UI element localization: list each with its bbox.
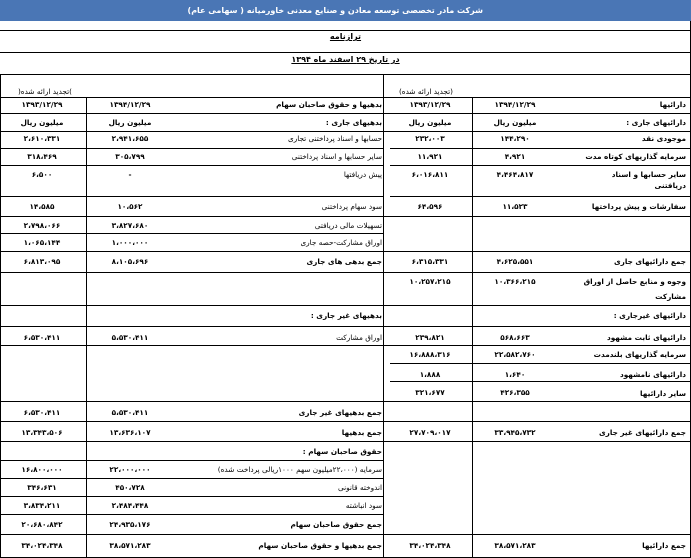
asset-row-label: سایر حسابها و اسناد bbox=[611, 170, 686, 179]
equity-heading: حقوق صاحبان سهام : bbox=[302, 447, 382, 456]
divider bbox=[0, 514, 383, 515]
liab-row-prior: ۱۴،۵۸۵ bbox=[29, 202, 55, 211]
equity-row-label: سود انباشته bbox=[345, 501, 382, 510]
asset-row-prior: ۶،۰۱۶،۸۱۱ bbox=[411, 170, 449, 179]
divider bbox=[390, 363, 691, 364]
divider bbox=[0, 326, 691, 327]
current-liabilities-heading: بدهیهای جاری : bbox=[325, 118, 382, 127]
divider bbox=[0, 52, 691, 53]
equity-row-label: سرمایه (۲۲،۰۰۰میلیون سهم ۱۰۰۰ریالی پرداخت شده) bbox=[217, 465, 382, 474]
total-liab-equity-label: جمع بدهیها و حقوق صاحبان سهام bbox=[258, 541, 382, 550]
liab-row-prior: ۲،۶۱۰،۳۳۱ bbox=[23, 134, 61, 143]
noncurrent-asset-prior: ۲۳۹،۸۲۱ bbox=[415, 333, 445, 342]
liab-row-label: پیش دریافتها bbox=[343, 170, 382, 179]
divider bbox=[0, 165, 383, 166]
total-liabilities-current: ۱۳،۶۳۶،۱۰۷ bbox=[109, 428, 151, 437]
equity-row-prior: ۳۴۶،۶۳۱ bbox=[27, 483, 57, 492]
liab-row-current: - bbox=[128, 170, 132, 179]
noncurrent-asset-current: ۲۲،۵۸۲،۷۶۰ bbox=[494, 350, 536, 359]
center-divider bbox=[383, 74, 384, 558]
liab-row-label: اوراق مشارکت-حصه جاری bbox=[300, 238, 382, 247]
total-equity-prior: ۲۰،۶۸۰،۸۴۲ bbox=[21, 520, 63, 529]
liab-row-prior: ۲،۷۹۸،۰۶۶ bbox=[23, 221, 61, 230]
column-divider bbox=[472, 97, 473, 558]
divider bbox=[0, 74, 691, 75]
divider bbox=[0, 345, 691, 346]
total-noncurrent-liabilities-prior: ۶،۵۳۰،۴۱۱ bbox=[23, 408, 61, 417]
liab-unit-prior: میلیون ریال bbox=[20, 118, 64, 127]
noncurrent-liab-label: اوراق مشارکت bbox=[336, 333, 382, 342]
liab-row-label: سود سهام پرداختنی bbox=[321, 202, 382, 211]
asset-row-current: ۱۴۴،۲۹۰ bbox=[500, 134, 530, 143]
noncurrent-asset-prior: ۳۲۱،۶۷۷ bbox=[415, 388, 445, 397]
noncurrent-liab-current: ۵،۵۳۰،۴۱۱ bbox=[111, 333, 149, 342]
assets-col-prior: ۱۳۹۳/۱۲/۲۹ bbox=[409, 100, 451, 109]
divider bbox=[0, 272, 691, 273]
liab-col-current: ۱۳۹۴/۱۲/۲۹ bbox=[109, 100, 151, 109]
asset-row-label: موجودی نقد bbox=[641, 134, 686, 143]
total-equity-current: ۲۴،۹۳۵،۱۷۶ bbox=[109, 520, 151, 529]
assets-unit-current: میلیون ریال bbox=[493, 118, 537, 127]
noncurrent-asset-current: ۱،۶۴۰ bbox=[504, 370, 526, 379]
divider bbox=[0, 534, 691, 535]
total-liabilities-label: جمع بدهیها bbox=[341, 428, 382, 437]
total-equity-label: جمع حقوق صاحبان سهام bbox=[290, 520, 382, 529]
funds-row-label-cont: مشارکت bbox=[655, 292, 686, 301]
total-current-assets-prior: ۶،۳۱۵،۳۳۱ bbox=[411, 257, 449, 266]
divider bbox=[0, 97, 691, 98]
noncurrent-asset-current: ۵۶۸،۶۶۳ bbox=[500, 333, 530, 342]
divider bbox=[0, 233, 383, 234]
total-assets-prior: ۳۴،۰۲۴،۳۴۸ bbox=[409, 541, 451, 550]
total-noncurrent-assets-current: ۳۳،۹۴۵،۷۳۲ bbox=[494, 428, 536, 437]
assets-restated-note: (تجدید ارائه شده) bbox=[398, 87, 453, 96]
liab-row-label: حسابها و اسناد پرداختنی تجاری bbox=[287, 134, 382, 143]
divider bbox=[0, 496, 383, 497]
total-noncurrent-assets-label: جمع دارائیهای غیر جاری bbox=[598, 428, 686, 437]
noncurrent-asset-label: دارائیهای نامشهود bbox=[619, 370, 686, 379]
assets-col-current: ۱۳۹۴/۱۲/۲۹ bbox=[494, 100, 536, 109]
asset-row-current: ۱۱،۵۲۳ bbox=[502, 202, 528, 211]
asset-row-prior: ۶۴،۵۹۶ bbox=[417, 202, 443, 211]
divider bbox=[0, 305, 691, 306]
current-assets-heading: دارائیهای جاری : bbox=[626, 118, 686, 127]
asset-row-current: ۴،۹۲۱ bbox=[504, 152, 526, 161]
equity-row-label: اندوخته قانونی bbox=[338, 483, 382, 492]
asset-row-label-cont: دریافتنی bbox=[654, 181, 686, 190]
liab-unit-current: میلیون ریال bbox=[108, 118, 152, 127]
divider bbox=[0, 196, 383, 197]
equity-row-current: ۲۲،۰۰۰،۰۰۰ bbox=[109, 465, 151, 474]
assets-section-title: دارائیها bbox=[659, 100, 686, 109]
assets-unit-prior: میلیون ریال bbox=[408, 118, 452, 127]
divider bbox=[0, 251, 691, 252]
divider bbox=[390, 148, 691, 149]
funds-row-current: ۱۰،۳۶۶،۲۱۵ bbox=[494, 277, 536, 286]
divider bbox=[0, 401, 691, 402]
asset-row-prior: ۲۳۲،۰۰۳ bbox=[415, 134, 445, 143]
noncurrent-liabilities-heading: بدهیهای غیر جاری : bbox=[310, 311, 382, 320]
divider bbox=[0, 421, 691, 422]
noncurrent-asset-label: دارائیهای ثابت مشهود bbox=[606, 333, 686, 342]
divider bbox=[0, 216, 691, 217]
total-noncurrent-assets-prior: ۲۷،۷۰۹،۰۱۷ bbox=[409, 428, 451, 437]
liab-row-prior: ۳۱۸،۴۶۹ bbox=[27, 152, 57, 161]
liabilities-restated-note: )تجدید ارائه شده( bbox=[17, 87, 72, 96]
liabilities-section-title: بدهیها و حقوق صاحبان سهام bbox=[276, 100, 382, 109]
divider bbox=[390, 165, 691, 166]
asset-row-prior: ۱۱،۹۲۱ bbox=[417, 152, 443, 161]
liab-row-label: سایر حسابها و اسناد پرداختنی bbox=[291, 152, 382, 161]
funds-row-prior: ۱۰،۲۵۷،۲۱۵ bbox=[409, 277, 451, 286]
table-border-left bbox=[0, 74, 1, 558]
divider bbox=[0, 131, 691, 132]
liab-row-current: ۱۰،۵۶۲ bbox=[117, 202, 143, 211]
total-liab-equity-prior: ۳۴،۰۲۴،۳۴۸ bbox=[21, 541, 63, 550]
total-current-assets-label: جمع دارائیهای جاری bbox=[613, 257, 686, 266]
noncurrent-asset-label: سرمایه گذاریهای بلندمدت bbox=[593, 350, 686, 359]
divider bbox=[0, 113, 691, 114]
asset-row-label: سفارشات و پیش پرداختها bbox=[591, 202, 686, 211]
total-assets-label: جمع دارائیها bbox=[642, 541, 686, 550]
column-divider bbox=[86, 97, 87, 558]
liab-row-current: ۱،۰۰۰،۰۰۰ bbox=[111, 238, 149, 247]
total-assets-current: ۳۸،۵۷۱،۲۸۳ bbox=[494, 541, 536, 550]
total-current-liabilities-prior: ۶،۸۱۳،۰۹۵ bbox=[23, 257, 61, 266]
liab-row-current: ۳۰۵،۷۹۹ bbox=[115, 152, 145, 161]
total-noncurrent-liabilities-label: جمع بدهیهای غیر جاری bbox=[298, 408, 382, 417]
divider bbox=[0, 30, 691, 31]
divider bbox=[390, 196, 691, 197]
funds-row-label: وجوه و منابع حاصل از اوراق bbox=[583, 277, 686, 286]
noncurrent-asset-prior: ۱،۸۸۸ bbox=[419, 370, 441, 379]
equity-row-current: ۴۵۰،۷۲۸ bbox=[115, 483, 145, 492]
liab-row-prior: ۱،۰۶۵،۱۴۴ bbox=[23, 238, 61, 247]
total-liabilities-prior: ۱۳،۳۴۳،۵۰۶ bbox=[21, 428, 63, 437]
liab-row-current: ۳،۸۲۷،۶۸۰ bbox=[111, 221, 149, 230]
noncurrent-liab-prior: ۶،۵۳۰،۴۱۱ bbox=[23, 333, 61, 342]
total-current-liabilities-label: جمع بدهی های جاری bbox=[306, 257, 382, 266]
divider bbox=[0, 478, 383, 479]
liab-row-label: تسهیلات مالی دریافتی bbox=[314, 221, 382, 230]
noncurrent-asset-label: سایر دارائیها bbox=[640, 389, 686, 398]
report-title: ترازنامه bbox=[329, 32, 362, 41]
equity-row-prior: ۱۶،۸۰۰،۰۰۰ bbox=[21, 465, 63, 474]
divider bbox=[0, 460, 383, 461]
total-current-assets-current: ۴،۶۲۵،۵۵۱ bbox=[496, 257, 534, 266]
asset-row-label: سرمایه گذاریهای کوتاه مدت bbox=[585, 152, 686, 161]
divider bbox=[0, 441, 691, 442]
noncurrent-asset-prior: ۱۶،۸۸۸،۳۱۶ bbox=[409, 350, 451, 359]
asset-row-current: ۴،۴۶۴،۸۱۷ bbox=[496, 170, 534, 179]
divider bbox=[0, 148, 383, 149]
equity-row-prior: ۳،۸۳۴،۲۱۱ bbox=[23, 501, 61, 510]
noncurrent-assets-heading: دارائیهای غیرجاری : bbox=[613, 311, 686, 320]
liab-col-prior: ۱۳۹۳/۱۲/۲۹ bbox=[21, 100, 63, 109]
report-date: در تاریخ ۲۹ اسفند ماه ۱۳۹۴ bbox=[291, 55, 400, 64]
liab-row-current: ۲،۹۴۱،۶۵۵ bbox=[111, 134, 149, 143]
company-header-bar: شرکت مادر تخصصی توسعه معادن و صنایع معدنی خاورمیانه ( سهامی عام) bbox=[0, 0, 691, 21]
divider bbox=[390, 381, 691, 382]
liab-row-prior: ۶،۵۰۰ bbox=[31, 170, 53, 179]
noncurrent-asset-current: ۴۲۶،۳۵۵ bbox=[500, 388, 530, 397]
total-liab-equity-current: ۳۸،۵۷۱،۲۸۳ bbox=[109, 541, 151, 550]
total-noncurrent-liabilities-current: ۵،۵۳۰،۴۱۱ bbox=[111, 408, 149, 417]
equity-row-current: ۲،۴۸۴،۴۴۸ bbox=[111, 501, 149, 510]
total-current-liabilities-current: ۸،۱۰۵،۶۹۶ bbox=[111, 257, 149, 266]
